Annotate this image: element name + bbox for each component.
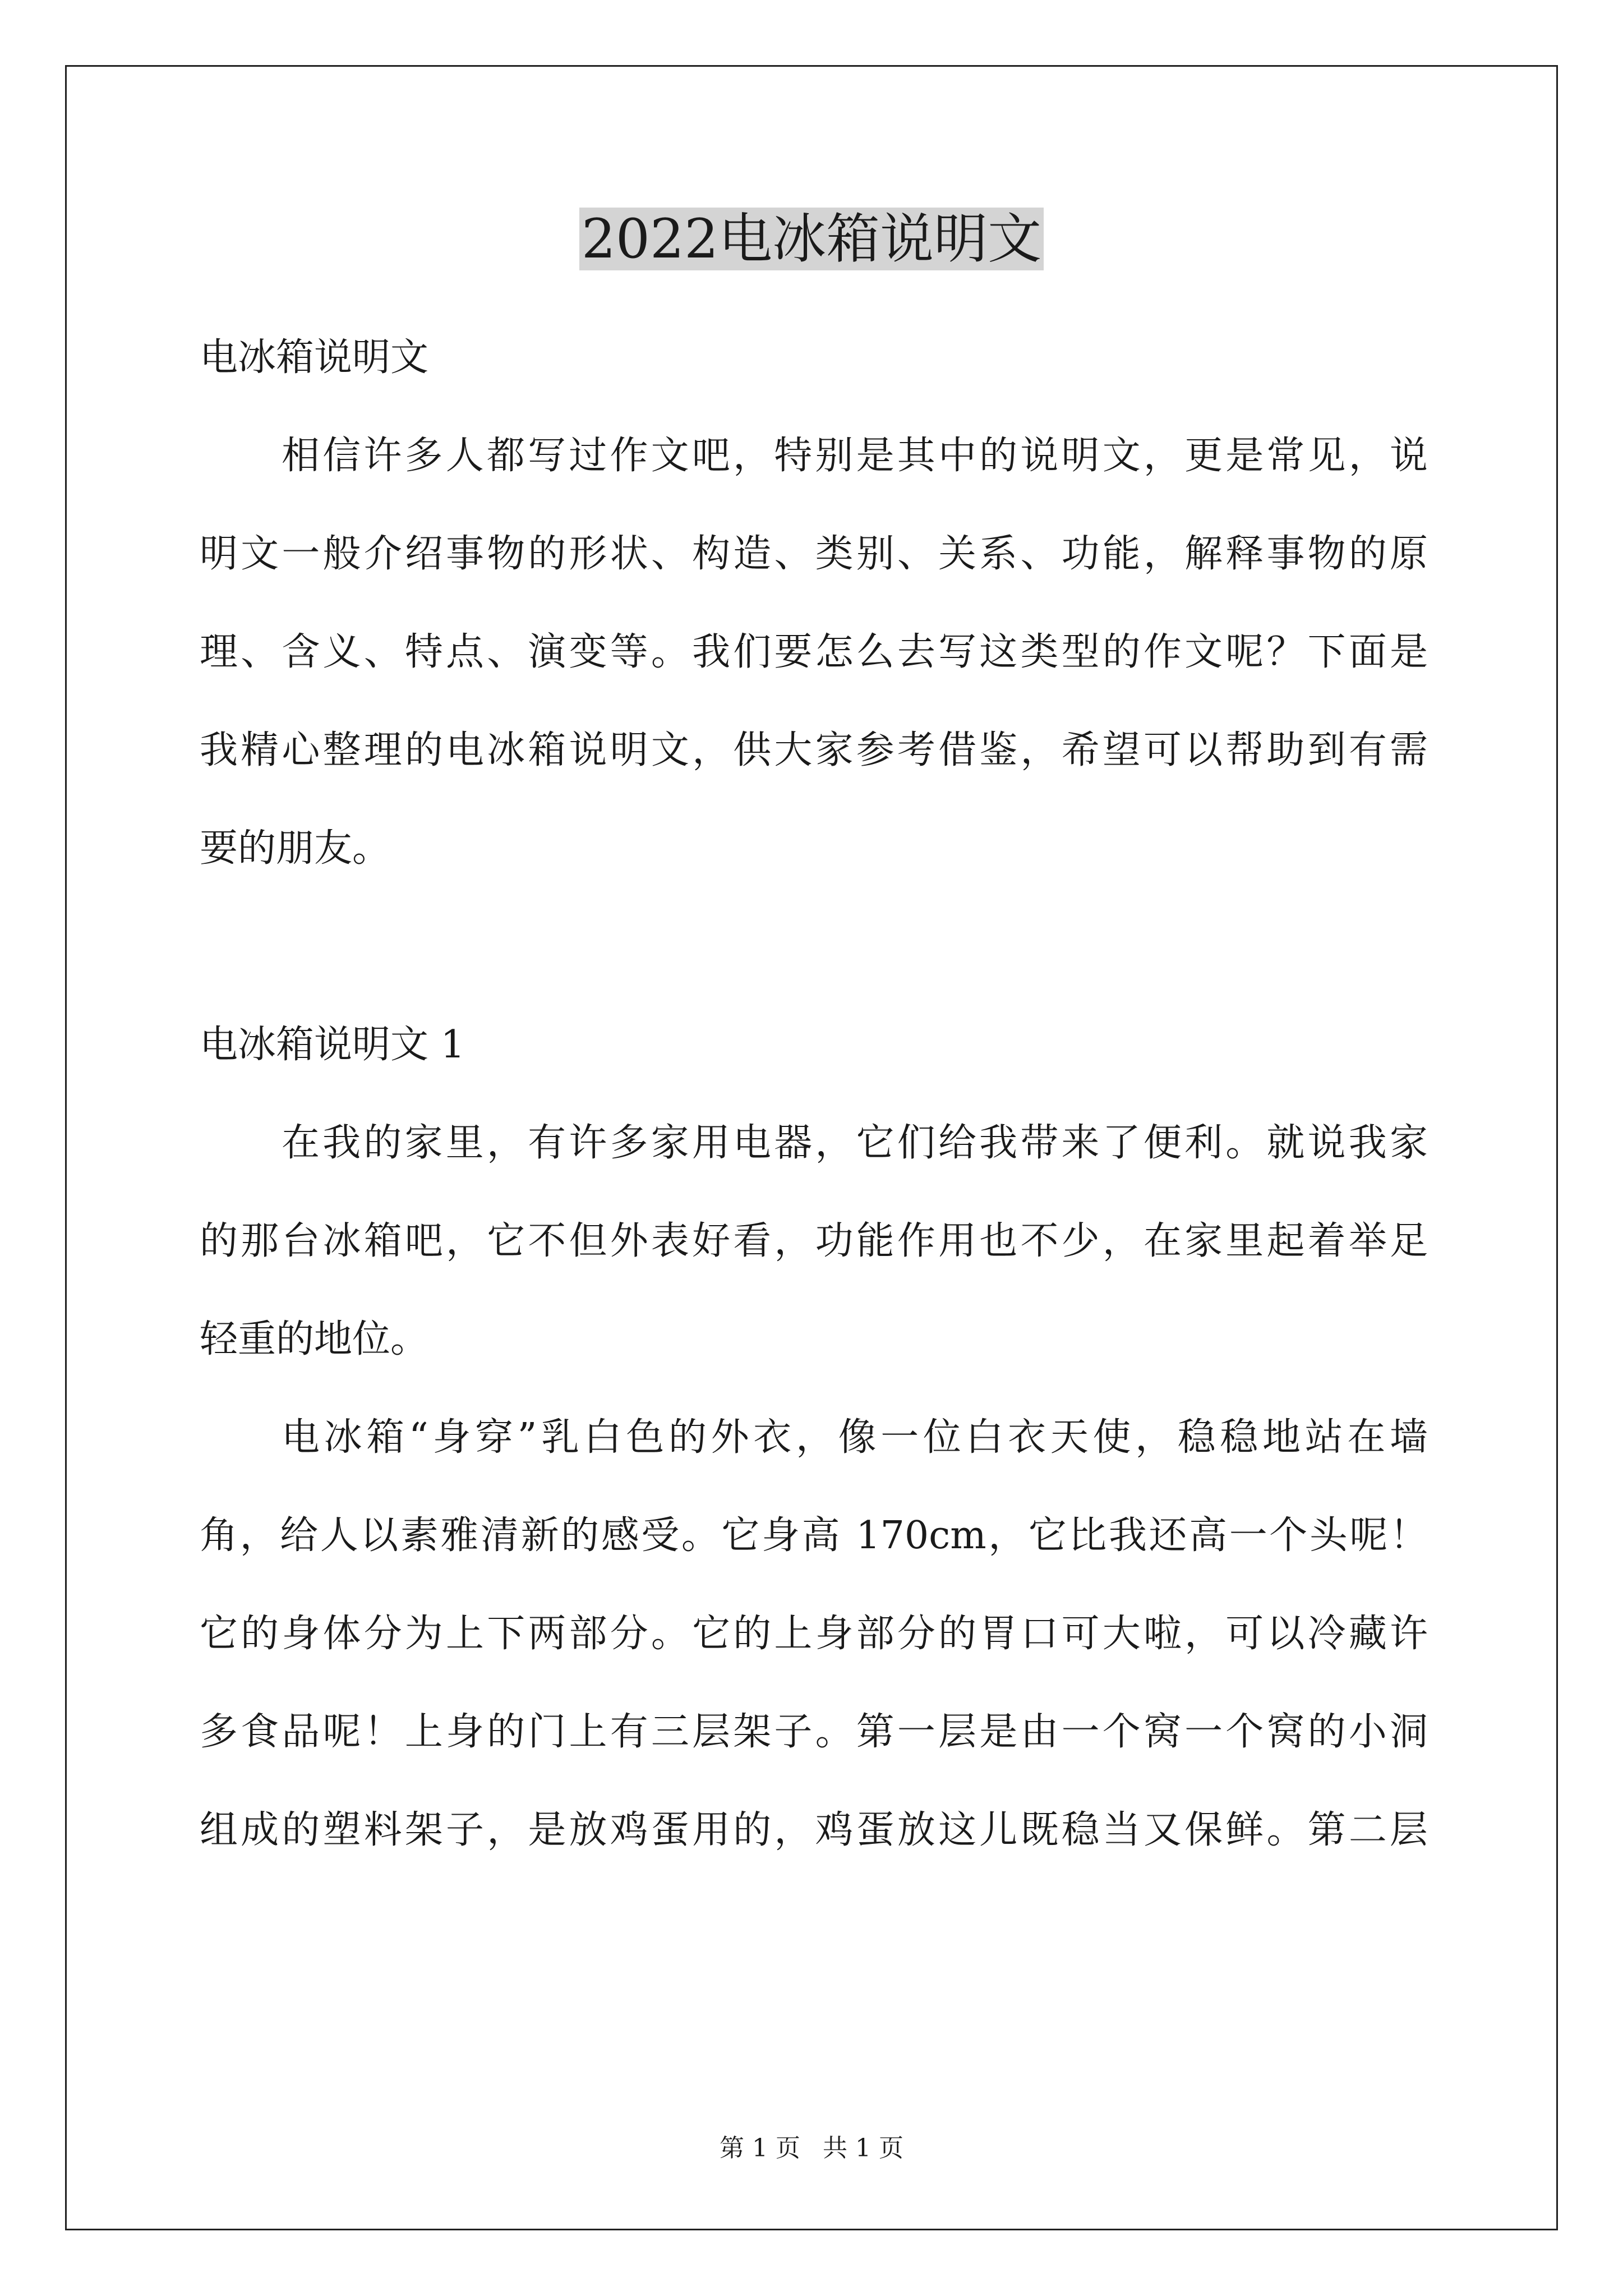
intro-line: 明文一般介绍事物的形状、构造、类别、关系、功能，解释事物的原 — [200, 532, 1428, 576]
paragraph-line: 它的身体分为上下两部分。它的上身部分的胃口可大啦，可以冷藏许 — [200, 1612, 1428, 1656]
paragraph-1 — [200, 1094, 1428, 1388]
paragraph-line: 组成的塑料架子，是放鸡蛋用的，鸡蛋放这儿既稳当又保鲜。第二层 — [200, 1808, 1428, 1852]
paragraph-line: 角，给人以素雅清新的感受。它身高 170cm，它比我还高一个头呢！ — [200, 1513, 1428, 1558]
section-heading-intro: 电冰箱说明文 — [200, 335, 429, 380]
paragraph-gap — [200, 898, 1428, 996]
document-title — [0, 200, 1623, 278]
paragraph-2 — [200, 1388, 1428, 1879]
document-body — [200, 309, 1428, 1879]
intro-line: 我精心整理的电冰箱说明文，供大家参考借鉴，希望可以帮助到有需 — [200, 728, 1428, 772]
intro-paragraph — [200, 407, 1428, 898]
paragraph-line: 电冰箱“身穿”乳白色的外衣，像一位白衣天使，稳稳地站在墙 — [282, 1415, 1428, 1460]
page-number: 第 1 页 — [720, 2134, 800, 2162]
paragraph-line: 在我的家里，有许多家用电器，它们给我带来了便利。就说我家 — [282, 1121, 1428, 1165]
document-title-text: 2022电冰箱说明文 — [579, 208, 1044, 270]
intro-line: 理、含义、特点、演变等。我们要怎么去写这类型的作文呢？下面是 — [200, 630, 1428, 674]
intro-line: 要的朋友。 — [200, 826, 391, 871]
paragraph-line: 多食品呢！上身的门上有三层架子。第一层是由一个窝一个窝的小洞 — [200, 1710, 1428, 1754]
intro-line: 相信许多人都写过作文吧，特别是其中的说明文，更是常见，说 — [282, 434, 1428, 478]
paragraph-line: 轻重的地位。 — [200, 1317, 429, 1361]
page-total: 共 1 页 — [823, 2134, 903, 2162]
section-heading-1: 电冰箱说明文 1 — [200, 1023, 465, 1067]
page-footer — [0, 2132, 1623, 2165]
paragraph-line: 的那台冰箱吧，它不但外表好看，功能作用也不少，在家里起着举足 — [200, 1219, 1428, 1263]
